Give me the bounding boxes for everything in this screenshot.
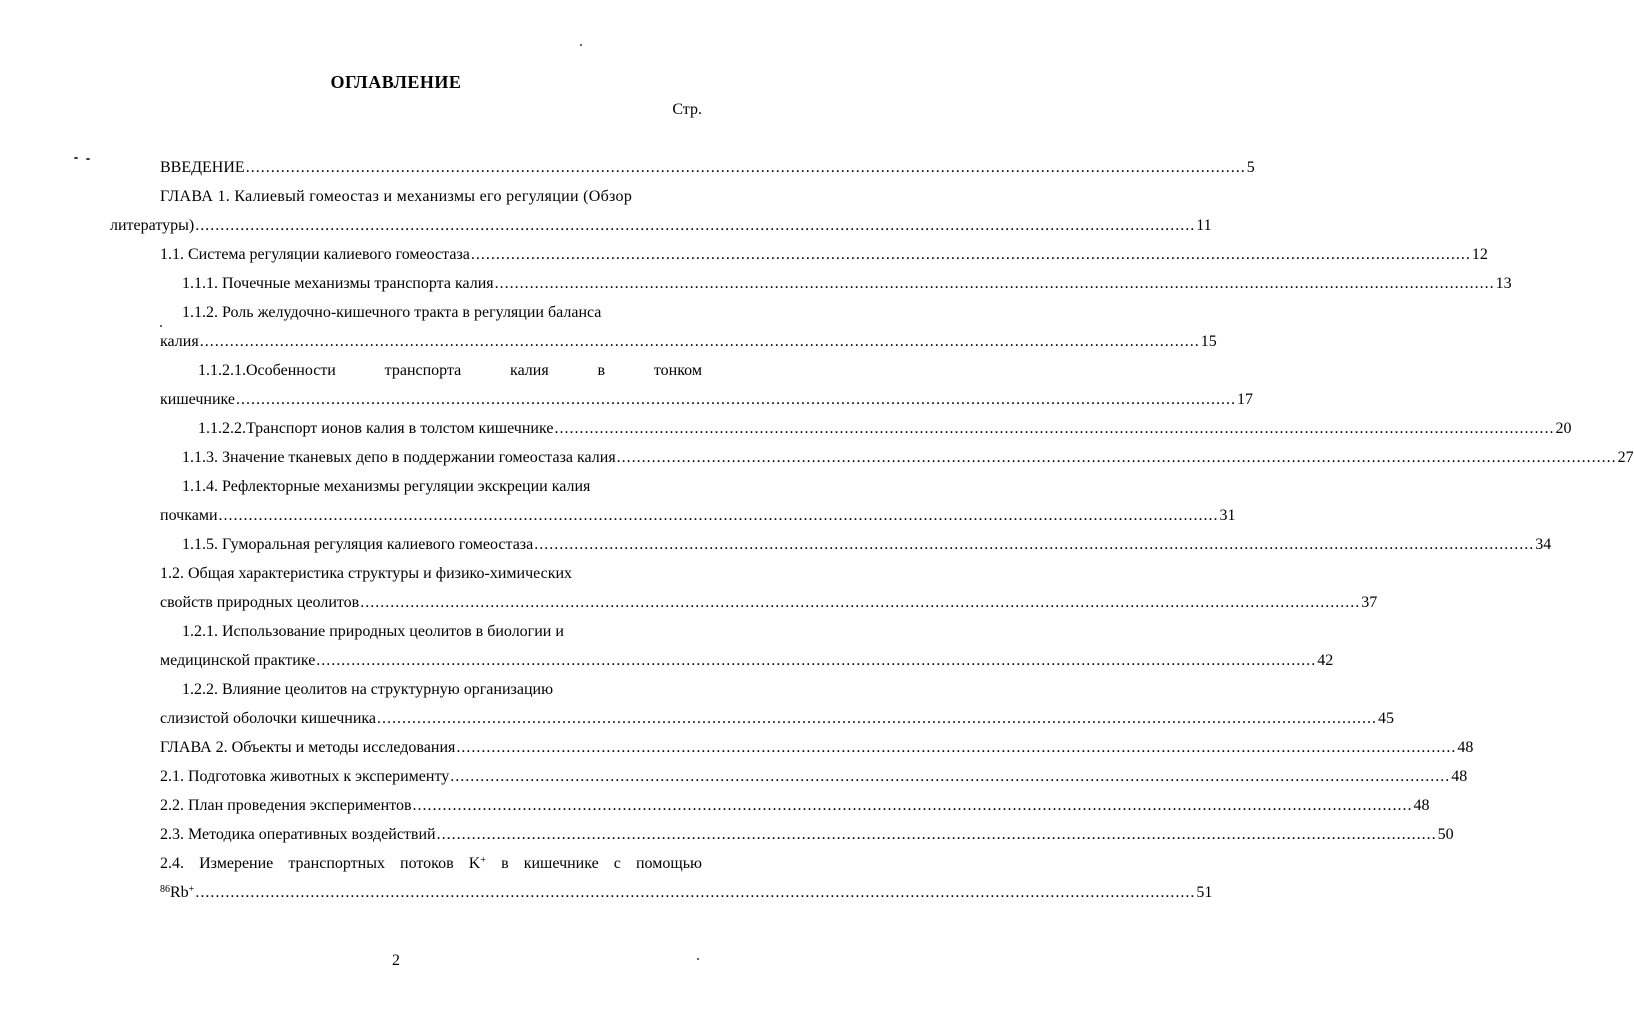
scan-speck [160,325,162,327]
toc-entry-1-2-1[interactable]: 1.2.1. Использование природных цеолитов в биологии и [182,623,564,640]
toc-entry-1-2[interactable]: 1.2. Общая характеристика структуры и физико-химических [160,565,573,582]
toc-entry-1-1-2-2[interactable]: 1.1.2.2.Транспорт ионов калия в толстом кишечнике ........................................................................................................................................................................................................ 20 [198,420,1572,437]
toc-entry-chapter1[interactable]: ГЛАВА 1. Калиевый гомеостаз и механизмы его регуляции (Обзор [160,188,633,205]
page-column-label: Стр. [672,101,702,118]
scan-speck [74,157,78,159]
toc-entry-1-2-cont: свойств природных цеолитов ........................................................................................................................................................................................................ 37 [160,594,1378,611]
toc-entry-1-2-1-cont: медицинской практике ........................................................................................................................................................................................................ 42 [160,652,1334,669]
toc-entry-1-1-2-1[interactable]: 1.1.2.1.Особенности транспорта калия в тонком [198,362,702,379]
toc-entry-chapter2[interactable]: ГЛАВА 2. Объекты и методы исследования ........................................................................................................................................................................................................ 48 [160,739,1474,756]
toc-entry-1-1-2-cont: калия ........................................................................................................................................................................................................ 15 [160,333,1217,350]
toc-entry-2-4-cont: $^{86}$Rb+ ........................................................................................................................................................................................................ 51 [160,884,1213,901]
toc-entry-1-1-4-cont: почками ........................................................................................................................................................................................................ 31 [160,507,1236,524]
toc-entry-2-4[interactable]: 2.4. Измерение транспортных потоков K+ в кишечнике с помощью [160,855,702,872]
toc-entry-1-2-2-cont: слизистой оболочки кишечника ........................................................................................................................................................................................................ 45 [160,710,1395,727]
toc-entry-1-1-2[interactable]: 1.1.2. Роль желудочно-кишечного тракта в регуляции баланса [182,304,602,321]
toc-heading: ОГЛАВЛЕНИЕ [330,72,462,92]
toc-entry-chapter1-cont: литературы) ........................................................................................................................................................................................................ 11 [110,217,1212,234]
toc-entry-1-1-1[interactable]: 1.1.1. Почечные механизмы транспорта калия ........................................................................................................................................................................................................ 13 [182,275,1512,292]
toc-entry-1-1-5[interactable]: 1.1.5. Гуморальная регуляция калиевого гомеостаза ........................................................................................................................................................................................................ 34 [182,536,1552,553]
toc-entry-1-1-4[interactable]: 1.1.4. Рефлекторные механизмы регуляции экскреции калия [182,478,591,495]
toc-entry-1-1-3[interactable]: 1.1.3. Значение тканевых депо в поддержании гомеостаза калия ........................................................................................................................................................................................................ 27 [182,449,1634,466]
toc-entry-2-3[interactable]: 2.3. Методика оперативных воздействий ........................................................................................................................................................................................................ 50 [160,826,1454,843]
toc-entry-intro[interactable]: ВВЕДЕНИЕ ........................................................................................................................................................................................................ 5 [160,159,1255,176]
toc-entry-1-1-2-1-cont: кишечнике ........................................................................................................................................................................................................ 17 [160,391,1254,408]
scan-speck [580,44,582,46]
toc-entry-2-1[interactable]: 2.1. Подготовка животных к эксперименту ........................................................................................................................................................................................................ 48 [160,768,1468,785]
toc-entry-1-2-2[interactable]: 1.2.2. Влияние цеолитов на структурную организацию [182,681,554,698]
scan-speck [86,158,90,160]
toc-entry-2-2[interactable]: 2.2. План проведения экспериментов ........................................................................................................................................................................................................ 48 [160,797,1430,814]
toc-entry-1-1[interactable]: 1.1. Система регуляции калиевого гомеостаза ........................................................................................................................................................................................................ 12 [160,246,1488,263]
page-number: 2 [392,952,400,969]
scan-speck [697,958,699,960]
